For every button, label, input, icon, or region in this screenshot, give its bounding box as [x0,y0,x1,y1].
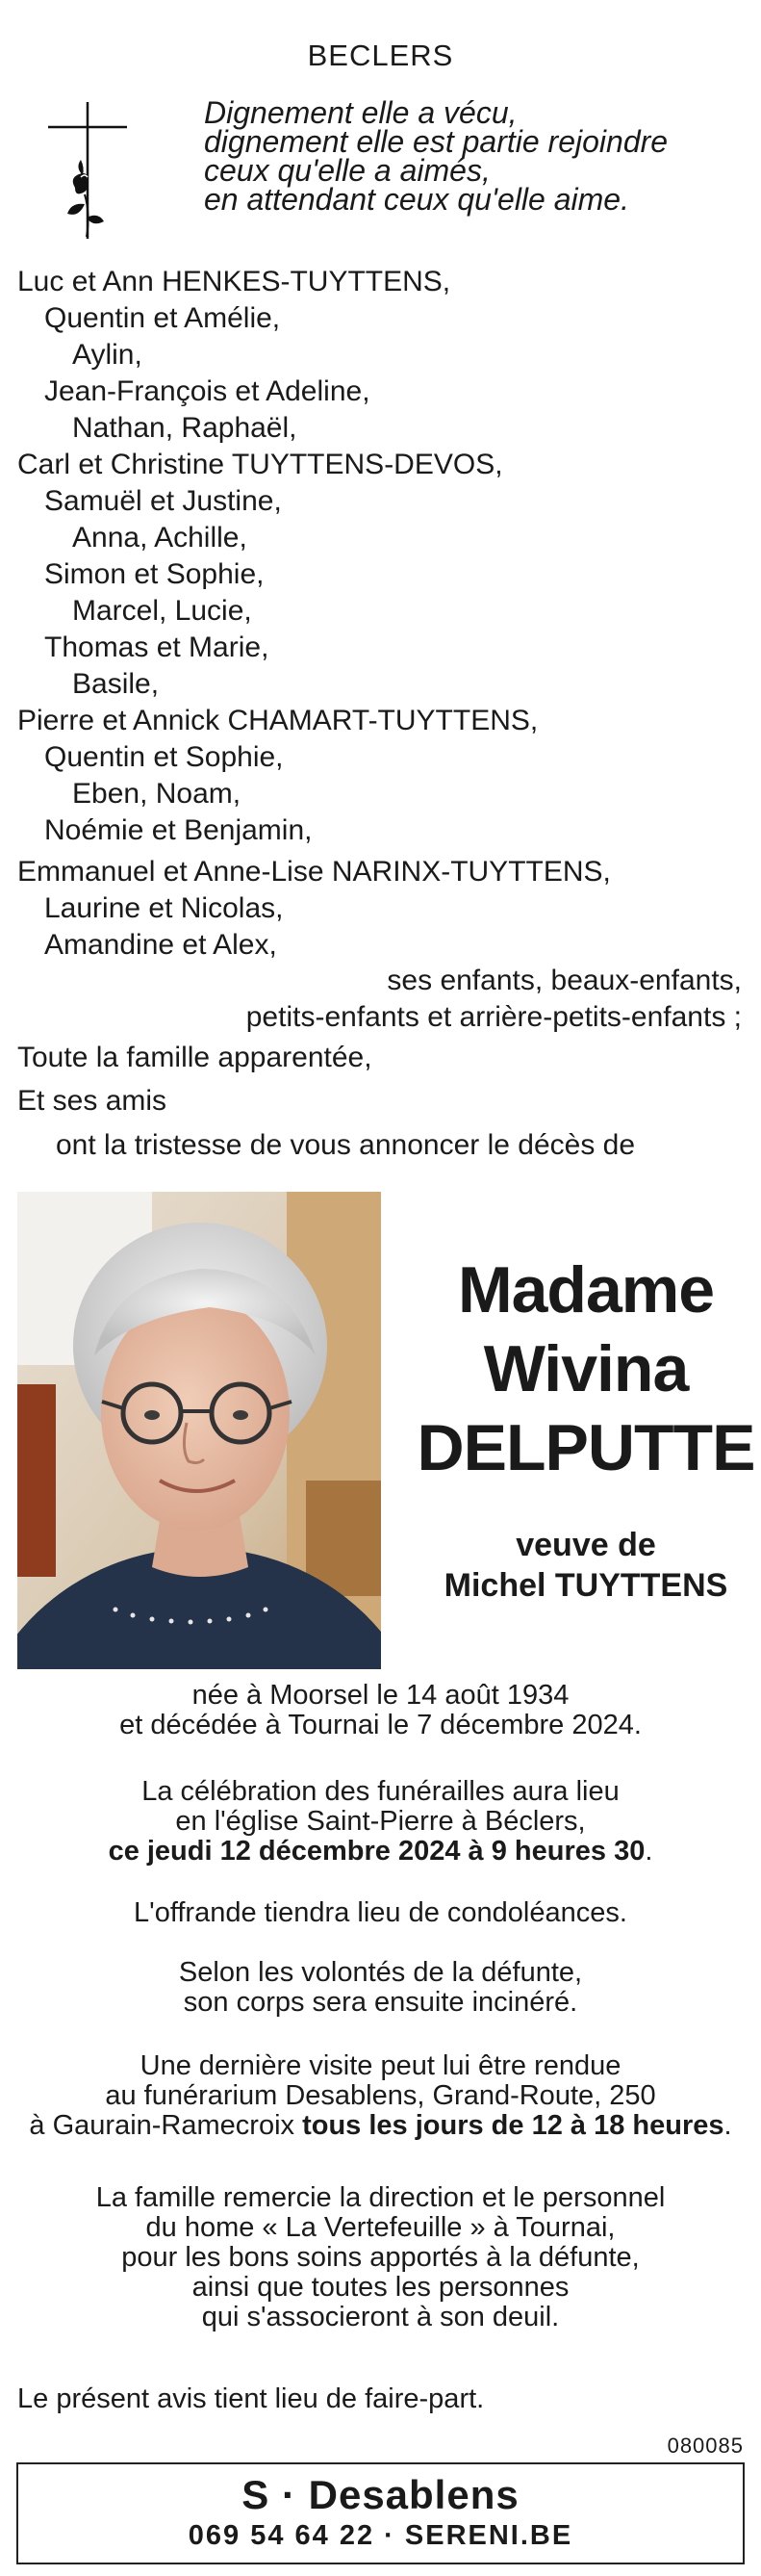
funeral-home-banner [16,2462,745,2564]
family-line: Noémie et Benjamin, [44,814,313,846]
brand-logo-s: S [241,2472,270,2517]
cremation-line: Selon les volontés de la défunte, [178,1957,583,1988]
family-line: Eben, Noam, [72,778,241,810]
quote-line: Dignement elle a vécu, [204,95,518,130]
website: SERENI.BE [404,2520,573,2551]
dates-block [0,1681,761,1740]
family-line: Luc et Ann HENKES-TUYTTENS, [17,266,451,297]
thanks-line: du home « La Vertefeuille » à Tournai, [145,2212,616,2243]
thanks-line: pour les bons soins apportés à la défunte, [121,2242,640,2273]
death-line: et décédée à Tournai le 7 décembre 2024. [119,1710,642,1740]
family-line: Quentin et Sophie, [44,741,284,773]
thanks-block [0,2183,761,2332]
epitaph-quote [204,95,669,217]
family-line: Quentin et Amélie, [44,302,281,334]
quote-line: ceux qu'elle a aimés, [204,153,491,188]
funeral-date: ce jeudi 12 décembre 2024 à 9 heures 30 [108,1836,646,1867]
thanks-line: ainsi que toutes les personnes [191,2272,570,2303]
widow-label: veuve de [516,1527,656,1563]
family-line: Laurine et Nicolas, [44,892,284,924]
offrande-text: L'offrande tiendra lieu de condoléances. [134,1897,627,1928]
family-line: Et ses amis [17,1085,167,1117]
funeral-home-brand [18,2472,743,2518]
quote-line: en attendant ceux qu'elle aime. [204,182,629,217]
brand-dot: · [281,2472,296,2517]
brand-name: Desablens [308,2472,520,2517]
visit-line: Une dernière visite peut lui être rendue [140,2050,621,2081]
family-line: Anna, Achille, [72,522,247,554]
funeral-block [0,1777,761,1867]
family-line: Amandine et Alex, [44,929,277,961]
family-line: Samuël et Justine, [44,485,282,517]
family-line: Emmanuel et Anne-Lise NARINX-TUYTTENS, [17,856,611,888]
family-line: Nathan, Raphaël, [72,412,297,444]
village-title: BECLERS [307,39,454,72]
visit-block [0,2051,761,2141]
announcement-line: ont la tristesse de vous annoncer le décès de [56,1129,636,1161]
family-line: ses enfants, beaux-enfants, [387,965,742,996]
visit-hours: tous les jours de 12 à 18 heures [302,2110,724,2141]
punct: . [723,2110,732,2141]
family-line: Carl et Christine TUYTTENS-DEVOS, [17,449,503,480]
punct: . [645,1836,653,1867]
family-line: Thomas et Marie, [44,631,269,663]
reference-number: 080085 [667,2434,744,2458]
deceased-last-name: DELPUTTE [417,1411,755,1484]
family-line: petits-enfants et arrière-petits-enfants ; [245,1001,742,1033]
offrande-line [0,1898,761,1928]
thanks-line: La famille remercie la direction et le personnel [95,2182,666,2213]
family-line: Marcel, Lucie, [72,595,252,627]
visit-place: à Gaurain-Ramecroix [29,2110,303,2141]
deceased-first-name: Wivina [483,1332,689,1405]
phone-number: 069 54 64 22 [188,2520,375,2551]
cross-rose-icon [46,96,129,241]
visit-hours-line [0,2111,761,2141]
family-line: Jean-François et Adeline, [44,375,370,407]
deceased-title: Madame [457,1253,715,1327]
funeral-line: La célébration des funérailles aura lieu [141,1776,620,1807]
family-line: Aylin, [72,339,142,371]
birth-line: née à Moorsel le 14 août 1934 [191,1680,570,1711]
cremation-block [0,1958,761,2018]
faire-part-note: Le présent avis tient lieu de faire-part. [17,2383,485,2414]
funeral-home-contact [18,2520,743,2552]
family-line: Basile, [72,668,160,700]
deceased-portrait [17,1192,381,1669]
quote-line: dignement elle est partie rejoindre [204,124,669,159]
separator-dot: · [384,2520,395,2551]
widow-of-name: Michel TUYTTENS [444,1567,728,1604]
funeral-date-line [0,1837,761,1867]
funeral-line: en l'église Saint-Pierre à Béclers, [175,1806,586,1837]
family-line: Toute la famille apparentée, [17,1042,372,1073]
family-line: Pierre et Annick CHAMART-TUYTTENS, [17,705,539,736]
family-line: Simon et Sophie, [44,558,265,590]
cremation-line: son corps sera ensuite incinéré. [183,1987,578,2018]
visit-line: au funérarium Desablens, Grand-Route, 250 [105,2080,656,2111]
thanks-line: qui s'associeront à son deuil. [201,2302,560,2332]
